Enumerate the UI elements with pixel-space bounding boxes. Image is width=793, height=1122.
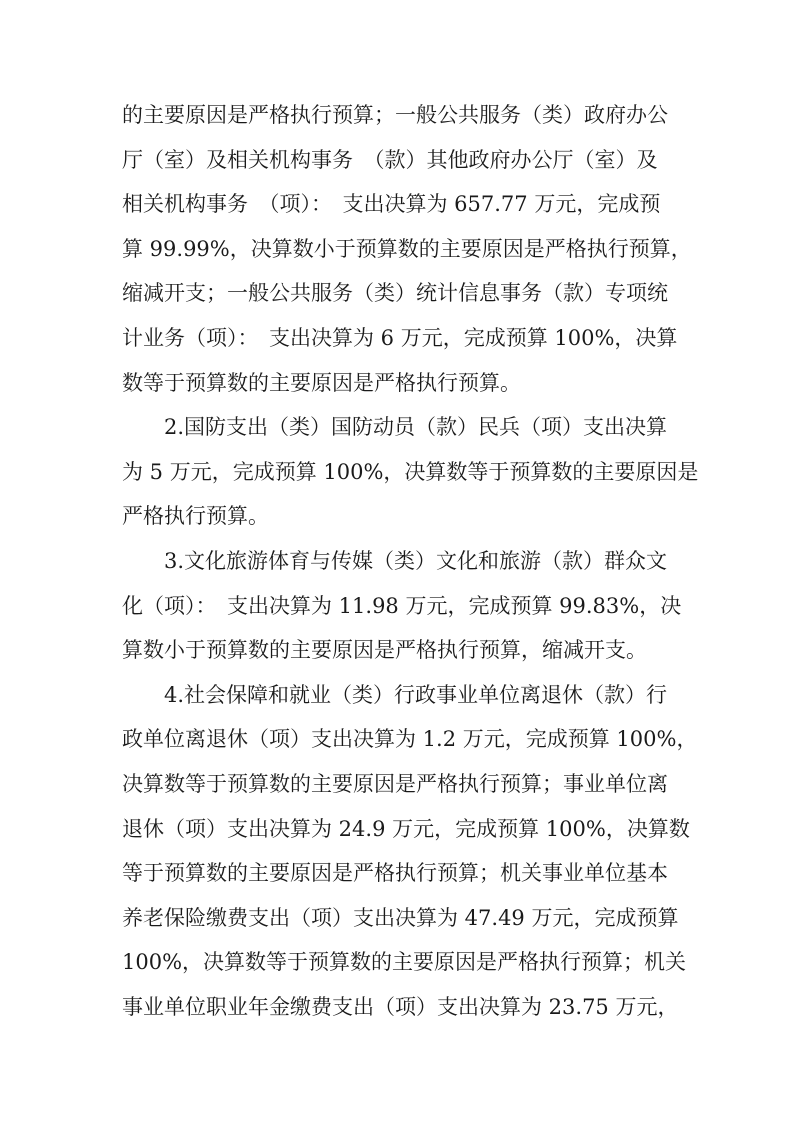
text-line: 3.文化旅游体育与传媒（类）文化和旅游（款）群众文	[164, 549, 668, 573]
text-line: 数等于预算数的主要原因是严格执行预算。	[122, 370, 521, 395]
text-line: 等于预算数的主要原因是严格执行预算；机关事业单位基本	[122, 861, 668, 886]
text-line: 4.社会保障和就业（类）行政事业单位离退休（款）行	[164, 682, 668, 707]
text-line: 2.国防支出（类）国防动员（款）民兵（项）支出决算	[164, 415, 668, 440]
text-line: 养老保险缴费支出（项）支出决算为 47.49 万元，完成预算	[122, 905, 679, 930]
text-line: 退休（项）支出决算为 24.9 万元，完成预算 100%，决算数	[122, 816, 690, 841]
text-line: 缩减开支；一般公共服务（类）统计信息事务（款）专项统	[122, 281, 668, 306]
text-line: 事业单位职业年金缴费支出（项）支出决算为 23.75 万元，	[122, 995, 679, 1019]
text-line: 严格执行预算。	[122, 504, 269, 529]
text-line: 算数小于预算数的主要原因是严格执行预算，缩减开支。	[122, 638, 647, 663]
text-line: 化（项）： 支出决算为 11.98 万元，完成预算 99.83%，决	[122, 593, 682, 618]
text-line: 厅（室）及相关机构事务 （款）其他政府办公厅（室）及	[122, 147, 658, 172]
text-line: 计业务（项）： 支出决算为 6 万元，完成预算 100%，决算	[122, 326, 678, 350]
text-line: 政单位离退休（项）支出决算为 1.2 万元，完成预算 100%，	[122, 727, 698, 752]
text-line: 算 99.99%，决算数小于预算数的主要原因是严格执行预算，	[122, 236, 692, 261]
text-line: 的主要原因是严格执行预算；一般公共服务（类）政府办公	[122, 103, 668, 127]
text-line: 为 5 万元，完成预算 100%，决算数等于预算数的主要原因是	[122, 459, 699, 484]
text-line: 100%，决算数等于预算数的主要原因是严格执行预算；机关	[122, 950, 687, 975]
text-line: 相关机构事务 （项）： 支出决算为 657.77 万元，完成预	[122, 192, 661, 217]
text-line: 决算数等于预算数的主要原因是严格执行预算；事业单位离	[122, 772, 668, 796]
